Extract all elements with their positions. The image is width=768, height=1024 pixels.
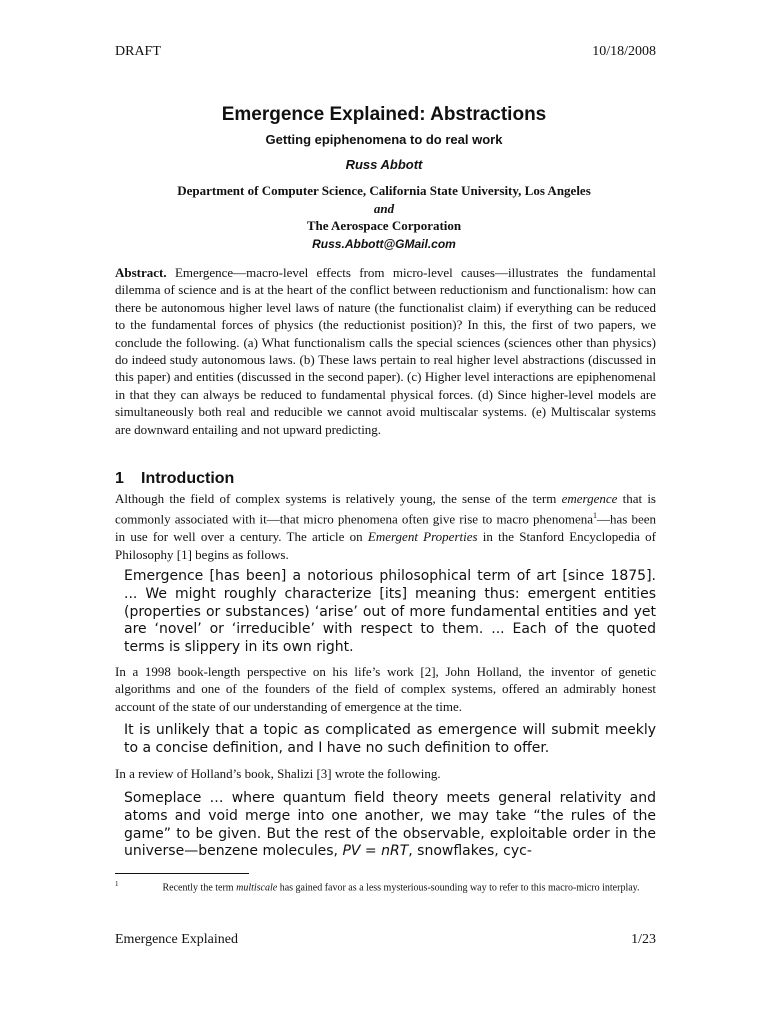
footnote-text-b: has gained favor as a less mysterious-sounding way to refer to this macro-micro interplay. (277, 882, 640, 894)
paper-title: Emergence Explained: Abstractions (221, 104, 547, 125)
para1-text-d: in the Stanford Encyclopedia of Philosophy [1] begins as follows. (115, 529, 656, 562)
affiliation-line-2: The Aerospace Corporation (306, 218, 462, 233)
block-quote-3 (124, 790, 656, 861)
footnote-ref[interactable]: 1 (592, 511, 597, 521)
footnote-emphasis: multiscale (236, 882, 278, 894)
para1-emphasis-emergence: emergence (561, 491, 618, 506)
block-quote-1: Emergence [has been] a notorious philosophical term of art [since 1875]. ... We might roughly characterize [its] meaning thus: emergent entities (properties or substances) ‘arise’ out of more fundamental entities and yet are ‘novel’ or ‘irreducible’ with respect to them. ... Each of the quoted terms is slippery in its own right. (124, 568, 656, 656)
footnote (115, 877, 656, 895)
abstract-label: Abstract. (115, 265, 167, 280)
intro-paragraph-2: In a 1998 book-length perspective on his life’s work [2], John Holland, the inventor of genetic algorithms and one of the founders of the field of complex systems, offered an admirably honest account of the state of our understanding of emergence at the time. (115, 664, 656, 714)
abstract (115, 264, 656, 438)
page-number: 1/23 (631, 932, 656, 947)
para1-text-a: Although the field of complex systems is relatively young, the sense of the term (115, 491, 562, 506)
quote3-text-b: , snowflakes, cyc- (408, 843, 532, 860)
quote3-equation: PV = nRT (342, 843, 409, 860)
affiliation-line-1: Department of Computer Science, California State University, Los Angeles (177, 183, 591, 198)
intro-paragraph-3: In a review of Holland’s book, Shalizi [3] wrote the following. (115, 766, 441, 781)
section-heading (115, 470, 234, 488)
quote3-text-a: Someplace … where quantum field theory meets general relativity and atoms and void merge into one another, we may take “the rules of the game” to be given. But the rest of the observable, exploitable order in the universe—benzene molecules, (124, 790, 656, 860)
section-number: 1 (115, 470, 124, 487)
para1-text-b: that is commonly associated with it—that micro phenomena often give rise to macro phenomena (115, 491, 656, 527)
footnote-divider (115, 873, 249, 874)
footer-title: Emergence Explained (115, 932, 238, 947)
header-date: 10/18/2008 (592, 44, 656, 59)
page-header (115, 44, 656, 60)
para1-text-c: —has been in use for well over a century. The article on (115, 511, 656, 545)
draft-label: DRAFT (115, 44, 161, 59)
footnote-text-a: Recently the term (162, 882, 237, 894)
footnote-mark: 1 (115, 880, 119, 888)
page-footer (115, 932, 656, 948)
section-title: Introduction (141, 470, 235, 487)
paper-subtitle: Getting epiphenomena to do real work (265, 132, 503, 147)
author-name: Russ Abbott (345, 157, 423, 172)
block-quote-2: It is unlikely that a topic as complicated as emergence will submit meekly to a concise definition, and I have no such definition to offer. (124, 722, 656, 756)
affiliation-and: and (373, 201, 395, 216)
abstract-text: Emergence—macro-level effects from micro-level causes—illustrates the fundamental dilemma of science and is at the heart of the conflict between reductionism and functionalism: how can there be autonomous higher level laws of nature (the functionalist claim) if everything can be reduced to the fundamental forces of physics (the reductionist position)? In this, the first of two papers, we conclude the following. (a) What functionalism calls the special sciences (sciences other than physics) do indeed study autonomous laws. (b) These laws pertain to real higher level abstractions (discussed in this paper) and entities (discussed in the second paper). (c) Higher level interactions are epiphenomenal in that they can always be reduced to fundamental physical forces. (d) Since higher-level models are simultaneously both real and reducible we cannot avoid multiscalar systems. (e) Multiscalar systems are downward entailing and not upward predicting. (115, 265, 656, 437)
para1-emphasis-emergent-properties: Emergent Properties (367, 529, 478, 545)
intro-paragraph-1 (115, 490, 656, 563)
author-email[interactable]: Russ.Abbott@GMail.com (312, 237, 456, 251)
